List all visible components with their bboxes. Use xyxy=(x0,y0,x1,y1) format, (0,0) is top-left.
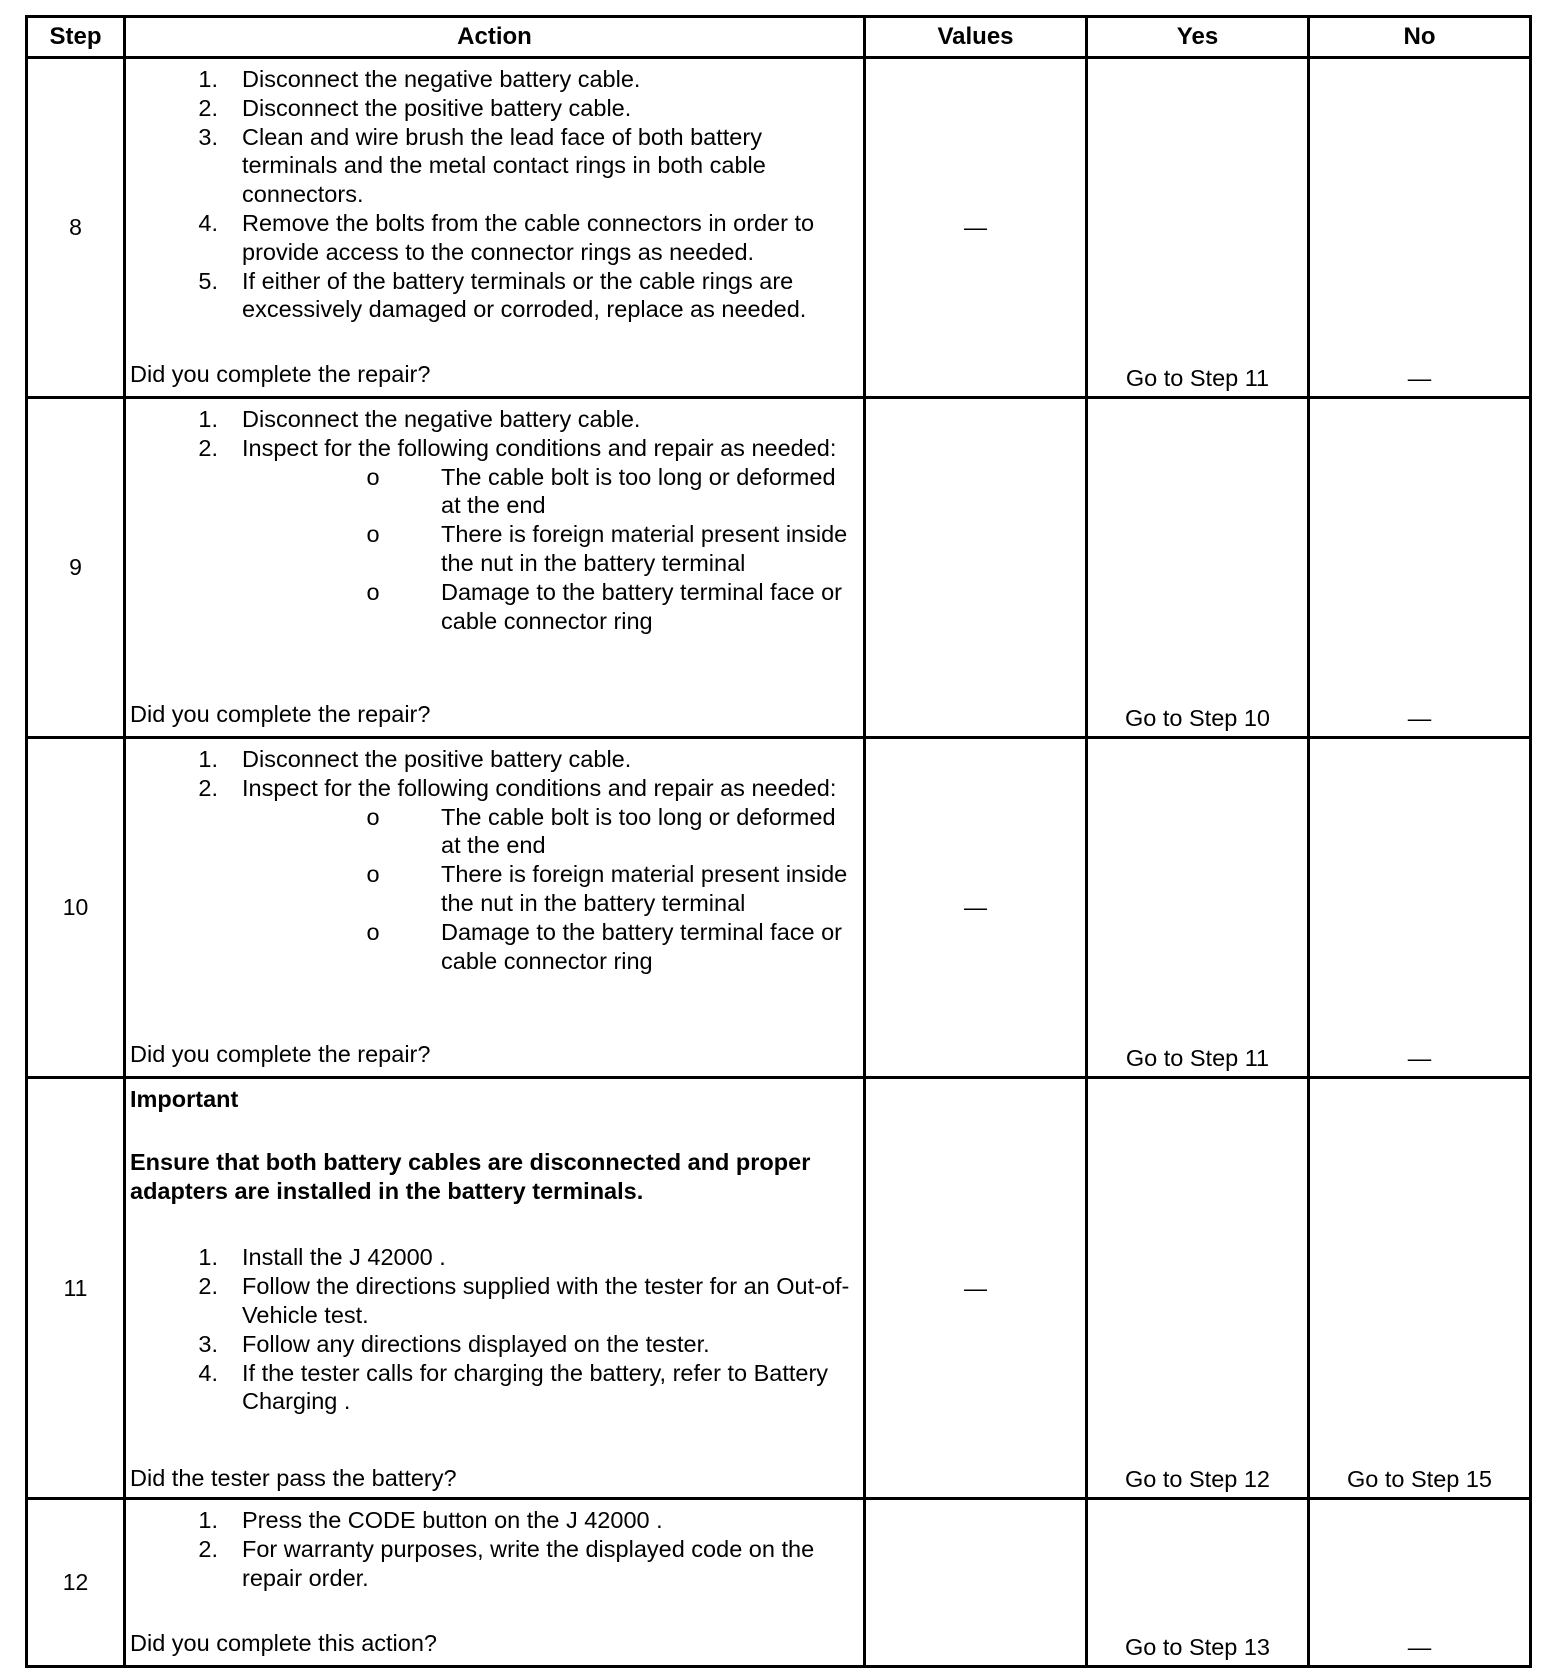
question-text: Did you complete this action? xyxy=(130,1630,437,1657)
yes-cell: Go to Step 10 xyxy=(1087,398,1309,738)
sub-list-item: o There is foreign material present inside the nut in the battery terminal xyxy=(366,521,848,576)
sub-list-item: o The cable bolt is too long or deformed at the end xyxy=(366,463,836,519)
question-text: Did you complete the repair? xyxy=(130,701,431,728)
list-item: 2. Disconnect the positive battery cable. xyxy=(198,94,632,121)
list-item: 2. For warranty purposes, write the displayed code on the repair order. xyxy=(198,1535,815,1591)
values-cell: — xyxy=(865,1078,1087,1499)
sub-list-item: o Damage to the battery terminal face or cable connector ring xyxy=(366,578,843,634)
no-cell: — xyxy=(1309,1499,1531,1667)
list-item: 1. Disconnect the negative battery cable. xyxy=(198,66,641,92)
values-cell xyxy=(865,1499,1087,1667)
step-number: 8 xyxy=(27,58,125,398)
sub-list-item: o Damage to the battery terminal face or cable connector ring xyxy=(366,918,843,974)
no-cell: — xyxy=(1309,58,1531,398)
action-cell xyxy=(125,1499,865,1667)
list-item: 1. Disconnect the positive battery cable. xyxy=(198,746,632,772)
header-yes: Yes xyxy=(1087,17,1309,58)
no-cell: Go to Step 15 xyxy=(1309,1078,1531,1499)
step-number: 9 xyxy=(27,398,125,738)
question-text: Did the tester pass the battery? xyxy=(130,1465,457,1492)
sub-list-item: o The cable bolt is too long or deformed at the end xyxy=(366,803,836,859)
list-item: 2. Follow the directions supplied with the tester for an Out-of-Vehicle test. xyxy=(198,1273,850,1328)
yes-cell: Go to Step 11 xyxy=(1087,738,1309,1078)
action-list xyxy=(126,1205,863,1416)
yes-cell: Go to Step 11 xyxy=(1087,58,1309,398)
important-text: Ensure that both battery cables are disconnected and proper adapters are installed in the battery terminals. xyxy=(130,1148,811,1204)
header-step: Step xyxy=(27,17,125,58)
list-item: 1. Press the CODE button on the J 42000 . xyxy=(198,1507,663,1533)
action-cell xyxy=(125,58,865,398)
action-cell xyxy=(125,398,865,738)
header-row xyxy=(27,17,1531,58)
table-row xyxy=(27,1499,1531,1667)
important-title: Important xyxy=(130,1086,239,1112)
values-cell: — xyxy=(865,58,1087,398)
list-item: 1. Install the J 42000 . xyxy=(198,1244,446,1271)
list-item: 4. Remove the bolts from the cable connectors in order to provide access to the connector rings as needed. xyxy=(198,209,815,265)
list-item: 3. Follow any directions displayed on the tester. xyxy=(198,1330,710,1357)
action-list xyxy=(126,59,863,324)
action-list xyxy=(126,739,863,803)
sub-list-item: o There is foreign material present inside the nut in the battery terminal xyxy=(366,861,848,916)
action-cell xyxy=(125,738,865,1078)
list-item: 5. If either of the battery terminals or the cable rings are excessively damaged or corroded, replace as needed. xyxy=(198,267,807,323)
question-text: Did you complete the repair? xyxy=(130,361,431,388)
list-item: 2. Inspect for the following conditions and repair as needed: xyxy=(198,434,837,461)
action-cell xyxy=(125,1078,865,1499)
header-no: No xyxy=(1309,17,1531,58)
step-number: 11 xyxy=(27,1078,125,1499)
yes-cell: Go to Step 12 xyxy=(1087,1078,1309,1499)
list-item: 4. If the tester calls for charging the battery, refer to Battery Charging . xyxy=(198,1359,829,1415)
sub-list xyxy=(126,803,863,976)
list-item: 2. Inspect for the following conditions and repair as needed: xyxy=(198,774,837,801)
step-number: 10 xyxy=(27,738,125,1078)
yes-cell: Go to Step 13 xyxy=(1087,1499,1309,1667)
table-row xyxy=(27,1078,1531,1499)
list-item: 3. Clean and wire brush the lead face of both battery terminals and the metal contact rings in both cable connectors. xyxy=(198,123,766,208)
table-row xyxy=(27,398,1531,738)
question-text: Did you complete the repair? xyxy=(130,1041,431,1068)
header-action: Action xyxy=(125,17,865,58)
table-row xyxy=(27,58,1531,398)
no-cell: — xyxy=(1309,398,1531,738)
list-item: 1. Disconnect the negative battery cable. xyxy=(198,406,641,432)
sub-list xyxy=(126,463,863,636)
step-number: 12 xyxy=(27,1499,125,1667)
values-cell: — xyxy=(865,738,1087,1078)
diagnostic-table xyxy=(25,15,1532,1668)
values-cell xyxy=(865,398,1087,738)
table-row xyxy=(27,738,1531,1078)
header-values: Values xyxy=(865,17,1087,58)
no-cell: — xyxy=(1309,738,1531,1078)
action-list xyxy=(126,399,863,463)
action-list xyxy=(126,1500,863,1592)
